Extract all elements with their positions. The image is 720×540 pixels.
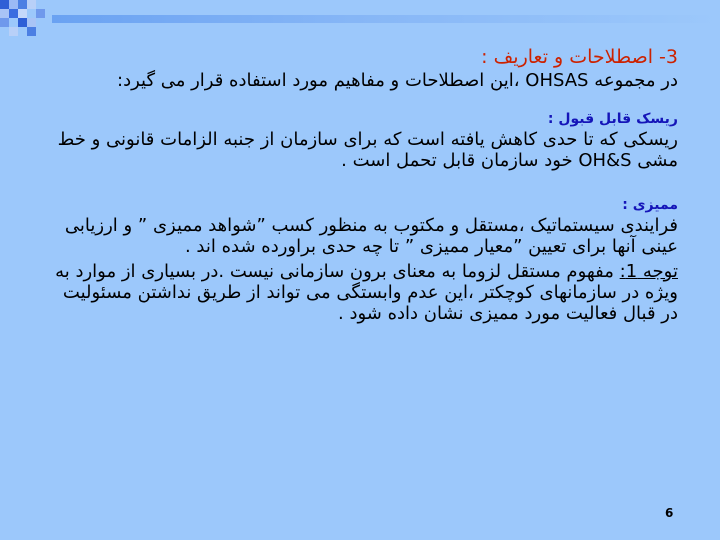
deco-square [9,0,18,9]
deco-square [27,18,36,27]
slide-content [55,44,678,324]
deco-square [27,0,36,9]
deco-square [0,9,9,18]
deco-square [9,9,18,18]
deco-square [0,18,9,27]
section-heading [55,195,678,215]
top-gradient-bar [52,15,720,23]
slide-title: 3- اصطلاحات و تعاریف : [481,46,678,68]
heading-text: ریسک قابل قبول : [547,111,678,127]
section-body: ریسکی که تا حدی کاهش یافته است که برای سازمان از جنبه الزامات قانونی و خط مشی OH&S خود سازمان قابل تحمل است . [57,129,678,171]
deco-square [0,0,9,9]
heading-text: ممیزی : [622,197,678,213]
deco-square [27,27,36,36]
section-heading [55,109,678,129]
page-number: 6 [665,506,674,520]
section-body: فرایندی سیستماتیک ،مستقل و مکتوب به منظور کسب ”شواهد ممیزی ” و ارزیابی عینی آنها برای تعیین ”معیار ممیزی ” تا چه حدی براورده شده اند . [64,215,678,257]
corner-decoration [0,0,720,40]
deco-square [18,18,27,27]
deco-square [36,9,45,18]
deco-square [18,0,27,9]
deco-square [18,9,27,18]
note-label: توجه 1: [619,261,678,282]
note-text: مفهوم مستقل لزوما به معنای برون سازمانی نیست .در بسیاری از موارد به ویژه در سازمانهای کوچکتر ،این عدم وابستگی می تواند از طریق نداشتن مسئولیت در قبال فعالیت مورد ممیزی نشان داده شود . [55,261,678,324]
intro-text: در مجموعه OHSAS ،این اصطلاحات و مفاهیم مورد استفاده قرار می گیرد: [117,70,678,91]
note-paragraph [55,261,678,324]
deco-square [9,27,18,36]
